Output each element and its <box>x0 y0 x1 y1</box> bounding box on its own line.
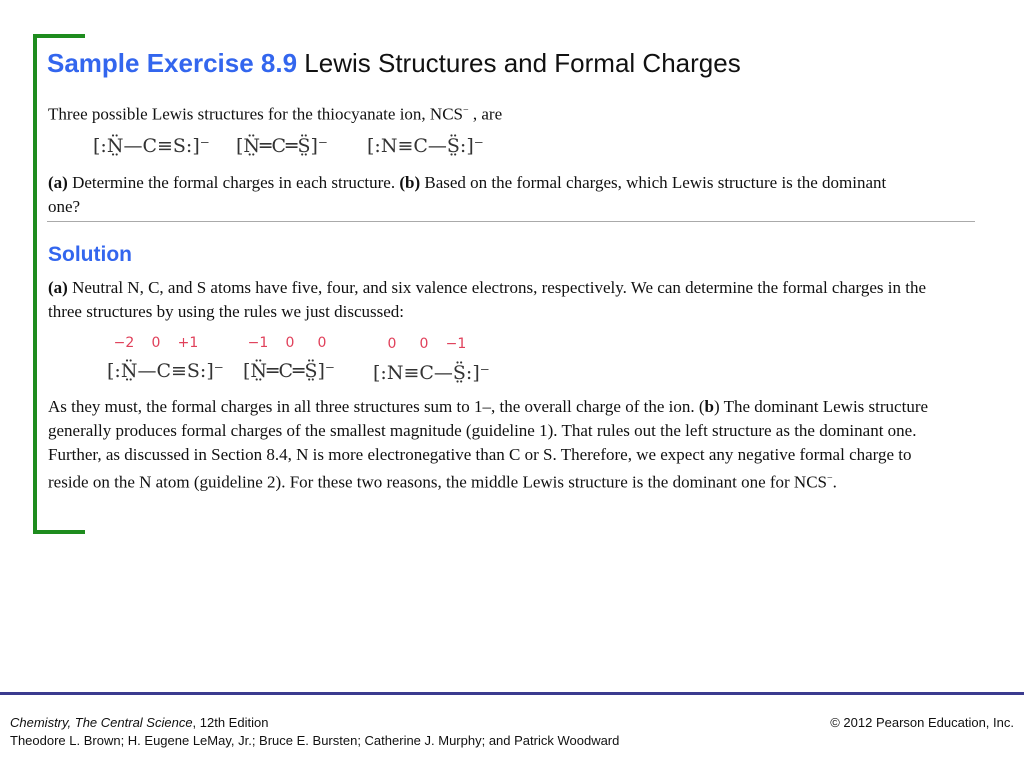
formal-charges-1 <box>108 335 204 351</box>
slide-title <box>47 48 741 79</box>
sol-a-body: Neutral N, C, and S atoms have five, four, and six valence electrons, respectively. We can determine the formal charges in the three structures by using the rules we just discussed: <box>48 278 927 321</box>
footer-book <box>10 715 268 730</box>
q-b-text: Based on the formal charges, which Lewis structure is the dominant one? <box>48 173 887 216</box>
q-a: (a) <box>48 173 68 192</box>
charge: +1 <box>177 335 199 351</box>
solution-a-text <box>48 276 928 324</box>
book-edition: , 12th Edition <box>192 715 269 730</box>
concl-sup: − <box>827 473 833 484</box>
question-text <box>48 171 918 219</box>
footer-rule <box>0 692 1024 695</box>
intro-end: , are <box>468 104 503 124</box>
lewis-structure-1-charged: [:N̤̈—C≡S:]⁻ <box>107 360 224 382</box>
lewis-structure-3-charged: [:N≡C—S̤̈:]⁻ <box>373 362 490 384</box>
divider <box>47 221 975 222</box>
charge: −2 <box>113 335 135 351</box>
footer-authors: Theodore L. Brown; H. Eugene LeMay, Jr.; Bruce E. Bursten; Catherine J. Murphy; and Patrick Woodward <box>10 733 620 748</box>
footer-copyright: © 2012 Pearson Education, Inc. <box>830 715 1014 730</box>
q-b: (b) <box>399 173 421 192</box>
q-a-text: Determine the formal charges in each structure. <box>67 173 400 192</box>
charge: 0 <box>285 335 295 351</box>
charge: −1 <box>247 335 269 351</box>
charge: 0 <box>317 335 327 351</box>
charge: 0 <box>151 335 161 351</box>
lewis-structure-3: [:N≡C—S̤̈:]⁻ <box>367 135 484 157</box>
lewis-structure-1: [:N̤̈—C≡S:]⁻ <box>93 135 210 157</box>
lewis-structure-2: [N̤̈═C═S̤̈]⁻ <box>236 135 328 157</box>
concl-1: As they must, the formal charges in all three structures sum to 1–, the overall charge of the ion. ( <box>48 397 705 416</box>
conclusion-text <box>48 395 943 495</box>
concl-2: ) The dominant Lewis structure generally produces formal charges of the smallest magnitude (guideline 1). That rules out the left structure as the dominant one. Further, as discussed in Section 8.4, N is more electronegative than C or S. Therefore, we expect any negative formal charge to reside on the N atom (guideline 2). For these two reasons, the middle Lewis structure is the dominant one for NCS <box>48 397 929 492</box>
concl-b: b <box>704 397 714 416</box>
formal-charges-2 <box>242 335 338 351</box>
title-text: Lewis Structures and Formal Charges <box>297 48 741 78</box>
title-exercise-number: Sample Exercise 8.9 <box>47 48 298 78</box>
charge: −1 <box>445 336 467 352</box>
charge: 0 <box>387 336 397 352</box>
formal-charges-3 <box>376 336 472 352</box>
sol-a-label: (a) <box>48 278 68 297</box>
intro-sup: − <box>462 105 469 116</box>
book-title: Chemistry, The Central Science <box>10 715 193 730</box>
charge: 0 <box>419 336 429 352</box>
solution-heading: Solution <box>48 243 132 266</box>
concl-3: . <box>832 472 837 492</box>
lewis-structure-2-charged: [N̤̈═C═S̤̈]⁻ <box>243 360 335 382</box>
intro-main: Three possible Lewis structures for the thiocyanate ion, NCS <box>48 104 463 124</box>
intro-text <box>48 99 948 127</box>
